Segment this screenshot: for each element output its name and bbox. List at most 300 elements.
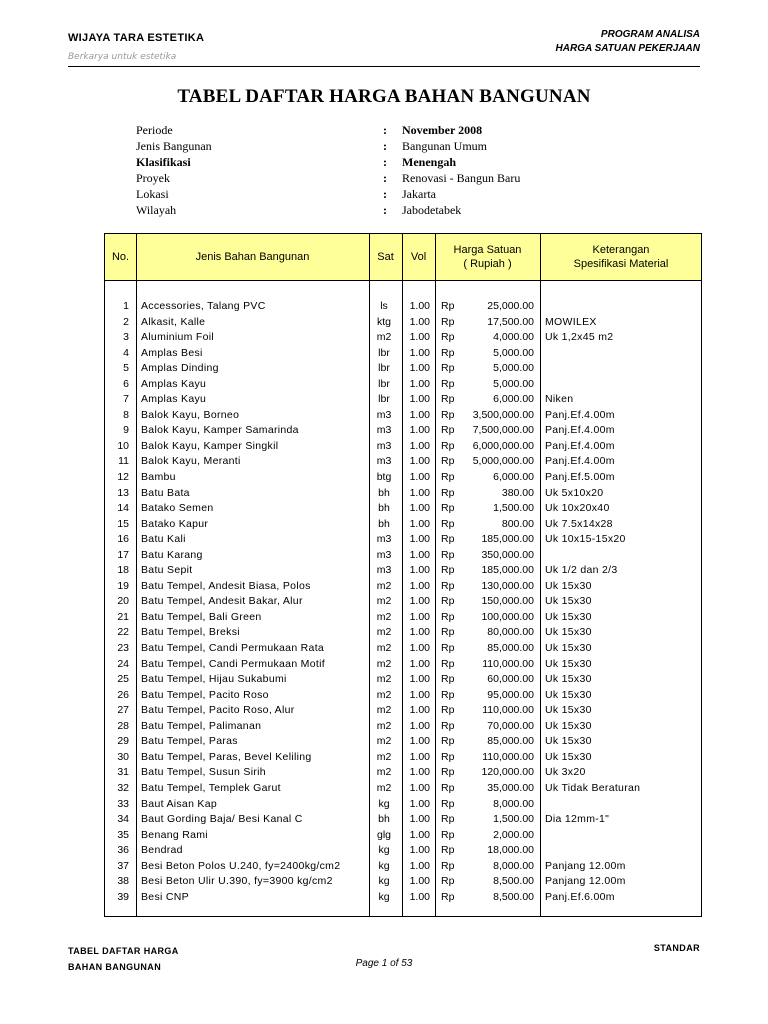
unit-cell: m2 [376,766,392,779]
column-header-price [435,234,540,280]
volume-cell: 1.00 [409,486,430,499]
table-row [105,470,701,486]
header-divider [68,66,700,67]
unit-price-cell: 5,000.00 [493,377,534,390]
unit-price-cell: 100,000.00 [481,610,534,623]
currency-cell: Rp [441,331,455,344]
volume-cell: 1.00 [409,517,430,530]
row-number-cell: 5 [123,362,129,375]
row-number-cell: 26 [117,688,129,701]
material-spec-cell: Uk 15x30 [545,750,592,763]
currency-cell: Rp [441,471,455,484]
volume-cell: 1.00 [409,393,430,406]
material-name-cell: Amplas Kayu [141,393,207,406]
material-name-cell: Batu Tempel, Palimanan [141,719,262,732]
unit-cell: kg [378,875,390,888]
material-name-cell: Batu Tempel, Pacito Roso, Alur [141,704,295,717]
currency-cell: Rp [441,315,455,328]
unit-price-cell: 8,500.00 [493,875,534,888]
unit-price-cell: 110,000.00 [482,704,534,717]
currency-cell: Rp [441,300,455,312]
unit-cell: lbr [378,346,390,359]
row-number-cell: 6 [123,377,129,390]
volume-cell: 1.00 [409,548,430,561]
column-header-notes-line1: Keterangan [592,244,650,256]
unit-cell: bh [378,486,390,499]
info-value: Jakarta [402,187,436,201]
table-row [105,299,701,315]
info-label: Periode [136,123,173,137]
material-spec-cell: Niken [545,393,574,406]
row-number-cell: 8 [123,408,129,421]
table-row [105,548,701,564]
unit-cell: ktg [376,315,391,328]
table-row [105,657,701,673]
row-number-cell: 35 [117,828,129,841]
row-number-cell: 39 [117,890,129,903]
currency-cell: Rp [441,735,455,748]
volume-cell: 1.00 [409,828,430,841]
material-name-cell: Balok Kayu, Meranti [141,455,241,468]
volume-cell: 1.00 [409,673,430,686]
volume-cell: 1.00 [409,813,430,826]
table-row [105,797,701,813]
currency-cell: Rp [441,626,455,639]
material-name-cell: Alkasit, Kalle [141,315,206,328]
info-label: Klasifikasi [136,155,191,169]
volume-cell: 1.00 [409,610,430,623]
unit-price-cell: 380.00 [501,486,534,499]
unit-price-cell: 8,500.00 [493,890,534,903]
unit-cell: m3 [376,533,392,546]
table-row [105,408,701,424]
material-spec-cell: Uk Tidak Beraturan [545,781,641,794]
currency-cell: Rp [441,502,455,515]
currency-cell: Rp [441,813,455,826]
volume-cell: 1.00 [409,781,430,794]
unit-price-cell: 85,000.00 [487,642,534,655]
unit-price-cell: 25,000.00 [487,300,534,312]
unit-price-cell: 800.00 [501,517,534,530]
currency-cell: Rp [441,517,455,530]
currency-cell: Rp [441,533,455,546]
column-header-no: No. [111,251,130,263]
material-name-cell: Batu Tempel, Templek Garut [141,781,281,794]
material-spec-cell: Panjang 12.00m [545,859,626,872]
info-label: Lokasi [136,187,169,201]
footer-standard-label: STANDAR [653,943,700,953]
unit-price-cell: 1,500.00 [493,813,534,826]
volume-cell: 1.00 [409,750,430,763]
unit-cell: m3 [376,408,392,421]
row-number-cell: 29 [117,735,129,748]
currency-cell: Rp [441,424,455,437]
currency-cell: Rp [441,642,455,655]
unit-cell: m2 [376,688,392,701]
volume-cell: 1.00 [409,533,430,546]
price-table [104,233,702,917]
unit-price-cell: 60,000.00 [487,673,534,686]
material-name-cell: Amplas Kayu [141,377,207,390]
document-title: TABEL DAFTAR HARGA BAHAN BANGUNAN [177,86,591,107]
material-spec-cell: Uk 15x30 [545,610,592,623]
table-row [105,672,701,688]
material-name-cell: Baut Aisan Kap [141,797,218,810]
table-row [105,765,701,781]
row-number-cell: 20 [117,595,129,608]
volume-cell: 1.00 [409,300,430,312]
unit-cell: m2 [376,657,392,670]
unit-cell: m2 [376,626,392,639]
material-name-cell: Baut Gording Baja/ Besi Kanal C [141,813,303,826]
info-separator: : [383,171,387,185]
table-row [105,719,701,735]
unit-cell: bh [378,502,390,515]
table-row [105,346,701,362]
info-row [136,138,636,154]
material-name-cell: Batu Sepit [141,564,193,577]
material-spec-cell: Uk 1/2 dan 2/3 [545,564,618,577]
table-row [105,579,701,595]
material-spec-cell: Panjang 12.00m [545,875,626,888]
unit-price-cell: 2,000.00 [493,828,534,841]
info-label: Proyek [136,171,170,185]
material-spec-cell: Uk 7.5x14x28 [545,517,613,530]
table-body [105,299,701,905]
unit-price-cell: 70,000.00 [487,719,534,732]
table-row [105,454,701,470]
unit-price-cell: 3,500,000.00 [472,408,534,421]
unit-price-cell: 130,000.00 [481,579,534,592]
volume-cell: 1.00 [409,315,430,328]
table-row [105,315,701,331]
currency-cell: Rp [441,797,455,810]
unit-cell: m2 [376,595,392,608]
row-number-cell: 33 [117,797,129,810]
table-row [105,641,701,657]
currency-cell: Rp [441,486,455,499]
material-spec-cell: Uk 15x30 [545,704,592,717]
material-name-cell: Batu Bata [141,486,190,499]
page-number: Page 1 of 53 [355,958,413,969]
material-spec-cell: Uk 1,2x45 m2 [545,331,614,344]
table-row [105,703,701,719]
row-number-cell: 10 [117,439,129,452]
row-number-cell: 24 [117,657,129,670]
material-name-cell: Batu Tempel, Andesit Bakar, Alur [141,595,303,608]
material-name-cell: Batu Tempel, Susun Sirih [141,766,266,779]
currency-cell: Rp [441,362,455,375]
material-name-cell: Accessories, Talang PVC [141,300,266,312]
table-row [105,859,701,875]
material-name-cell: Aluminium Foil [141,331,215,344]
currency-cell: Rp [441,346,455,359]
material-name-cell: Bendrad [141,844,183,857]
volume-cell: 1.00 [409,595,430,608]
info-value: Menengah [402,155,456,169]
material-name-cell: Besi CNP [141,890,189,903]
volume-cell: 1.00 [409,408,430,421]
row-number-cell: 3 [123,331,129,344]
row-number-cell: 28 [117,719,129,732]
unit-price-cell: 150,000.00 [481,595,534,608]
currency-cell: Rp [441,579,455,592]
material-spec-cell: Uk 15x30 [545,626,592,639]
table-row [105,439,701,455]
column-header-price-line1: Harga Satuan [453,244,522,256]
unit-price-cell: 6,000.00 [493,393,534,406]
unit-cell: m2 [376,781,392,794]
material-name-cell: Besi Beton Ulir U.390, fy=3900 kg/cm2 [141,875,333,888]
material-name-cell: Batu Karang [141,548,203,561]
column-header-material: Jenis Bahan Bangunan [195,251,310,263]
volume-cell: 1.00 [409,377,430,390]
volume-cell: 1.00 [409,844,430,857]
row-number-cell: 4 [123,346,129,359]
unit-price-cell: 5,000.00 [493,362,534,375]
currency-cell: Rp [441,781,455,794]
material-spec-cell: Uk 3x20 [545,766,586,779]
volume-cell: 1.00 [409,688,430,701]
info-label: Jenis Bangunan [136,139,212,153]
currency-cell: Rp [441,673,455,686]
unit-cell: m3 [376,424,392,437]
material-name-cell: Batako Semen [141,502,214,515]
row-number-cell: 16 [117,533,129,546]
volume-cell: 1.00 [409,455,430,468]
material-spec-cell: Uk 15x30 [545,642,592,655]
volume-cell: 1.00 [409,626,430,639]
unit-cell: m3 [376,564,392,577]
unit-cell: m2 [376,642,392,655]
unit-price-cell: 95,000.00 [487,688,534,701]
material-name-cell: Batu Tempel, Paras [141,735,238,748]
unit-cell: kg [378,890,390,903]
row-number-cell: 7 [123,393,129,406]
unit-price-cell: 185,000.00 [481,533,534,546]
volume-cell: 1.00 [409,424,430,437]
unit-cell: kg [378,797,390,810]
currency-cell: Rp [441,859,455,872]
currency-cell: Rp [441,564,455,577]
currency-cell: Rp [441,828,455,841]
volume-cell: 1.00 [409,735,430,748]
unit-cell: ls [380,300,388,312]
material-spec-cell: Uk 5x10x20 [545,486,604,499]
unit-price-cell: 5,000,000.00 [472,455,534,468]
volume-cell: 1.00 [409,564,430,577]
row-number-cell: 14 [117,502,129,515]
unit-cell: glg [376,828,391,841]
material-name-cell: Balok Kayu, Kamper Samarinda [141,424,299,437]
table-row [105,781,701,797]
currency-cell: Rp [441,548,455,561]
row-number-cell: 11 [118,455,129,468]
table-row [105,734,701,750]
volume-cell: 1.00 [409,346,430,359]
currency-cell: Rp [441,844,455,857]
currency-cell: Rp [441,377,455,390]
row-number-cell: 1 [123,300,129,312]
material-name-cell: Amplas Dinding [141,362,219,375]
unit-price-cell: 110,000.00 [482,657,534,670]
currency-cell: Rp [441,610,455,623]
row-number-cell: 21 [117,610,129,623]
currency-cell: Rp [441,688,455,701]
row-number-cell: 13 [117,486,129,499]
row-number-cell: 18 [117,564,129,577]
material-spec-cell: Panj.Ef.4.00m [545,439,615,452]
row-number-cell: 22 [117,626,129,639]
currency-cell: Rp [441,595,455,608]
table-row [105,501,701,517]
material-name-cell: Batu Tempel, Paras, Bevel Keliling [141,750,312,763]
unit-cell: lbr [378,393,390,406]
volume-cell: 1.00 [409,642,430,655]
unit-price-cell: 18,000.00 [487,844,534,857]
table-row [105,688,701,704]
column-header-volume: Vol [410,251,427,263]
unit-price-cell: 185,000.00 [481,564,534,577]
unit-cell: m2 [376,673,392,686]
row-number-cell: 32 [117,781,129,794]
volume-cell: 1.00 [409,719,430,732]
material-name-cell: Besi Beton Polos U.240, fy=2400kg/cm2 [141,859,341,872]
material-spec-cell: Uk 15x30 [545,688,592,701]
unit-cell: m3 [376,439,392,452]
currency-cell: Rp [441,455,455,468]
table-row [105,486,701,502]
unit-price-cell: 8,000.00 [493,797,534,810]
currency-cell: Rp [441,439,455,452]
table-row [105,828,701,844]
volume-cell: 1.00 [409,797,430,810]
unit-price-cell: 7,500,000.00 [472,424,534,437]
material-name-cell: Batu Tempel, Andesit Biasa, Polos [141,579,311,592]
info-value: Bangunan Umum [402,139,487,153]
material-spec-cell: Uk 10x20x40 [545,502,610,515]
table-row [105,330,701,346]
material-name-cell: Batu Tempel, Hijau Sukabumi [141,673,287,686]
unit-cell: m2 [376,719,392,732]
unit-price-cell: 5,000.00 [493,346,534,359]
table-row [105,843,701,859]
info-row [136,154,636,170]
table-row [105,423,701,439]
column-header-notes [540,234,702,280]
material-name-cell: Batu Tempel, Candi Permukaan Motif [141,657,325,670]
unit-cell: m2 [376,704,392,717]
unit-price-cell: 6,000,000.00 [472,439,534,452]
material-spec-cell: Uk 15x30 [545,735,592,748]
volume-cell: 1.00 [409,890,430,903]
material-name-cell: Balok Kayu, Borneo [141,408,240,421]
volume-cell: 1.00 [409,471,430,484]
footer-line-1: TABEL DAFTAR HARGA [68,946,179,956]
info-label: Wilayah [136,203,177,217]
row-number-cell: 17 [117,548,129,561]
unit-price-cell: 1,500.00 [493,502,534,515]
material-name-cell: Benang Rami [141,828,208,841]
program-line-1: PROGRAM ANALISA [600,29,700,40]
table-row [105,377,701,393]
unit-cell: m2 [376,610,392,623]
material-name-cell: Batu Tempel, Candi Permukaan Rata [141,642,325,655]
row-number-cell: 37 [117,859,129,872]
info-separator: : [383,139,387,153]
material-spec-cell: Dia 12mm-1" [545,813,610,826]
row-number-cell: 2 [123,315,129,328]
unit-cell: m3 [376,455,392,468]
volume-cell: 1.00 [409,362,430,375]
table-row [105,812,701,828]
currency-cell: Rp [441,393,455,406]
material-name-cell: Batu Tempel, Breksi [141,626,240,639]
material-spec-cell: MOWILEX [545,315,597,328]
table-row [105,625,701,641]
material-name-cell: Batu Tempel, Pacito Roso [141,688,269,701]
row-number-cell: 19 [117,579,129,592]
unit-cell: kg [378,859,390,872]
material-spec-cell: Uk 15x30 [545,719,592,732]
material-name-cell: Batako Kapur [141,517,209,530]
material-spec-cell: Panj.Ef.6.00m [545,890,615,903]
material-name-cell: Bambu [141,471,176,484]
unit-cell: m2 [376,735,392,748]
row-number-cell: 31 [117,766,129,779]
row-number-cell: 23 [117,642,129,655]
material-spec-cell: Uk 15x30 [545,657,592,670]
table-row [105,610,701,626]
table-row [105,532,701,548]
unit-cell: bh [378,517,390,530]
unit-price-cell: 8,000.00 [493,859,534,872]
currency-cell: Rp [441,875,455,888]
currency-cell: Rp [441,704,455,717]
program-title [556,28,700,56]
currency-cell: Rp [441,719,455,732]
material-spec-cell: Panj.Ef.4.00m [545,424,615,437]
material-spec-cell: Uk 15x30 [545,579,592,592]
table-row [105,563,701,579]
info-separator: : [383,155,387,169]
row-number-cell: 9 [123,424,129,437]
table-row [105,890,701,906]
info-separator: : [383,203,387,217]
currency-cell: Rp [441,766,455,779]
unit-cell: bh [378,813,390,826]
material-spec-cell: Uk 15x30 [545,673,592,686]
table-row [105,517,701,533]
unit-cell: lbr [378,377,390,390]
unit-price-cell: 4,000.00 [493,331,534,344]
unit-price-cell: 350,000.00 [481,548,534,561]
volume-cell: 1.00 [409,657,430,670]
unit-cell: m3 [376,548,392,561]
row-number-cell: 12 [117,471,129,484]
volume-cell: 1.00 [409,579,430,592]
currency-cell: Rp [441,890,455,903]
unit-price-cell: 17,500.00 [487,315,534,328]
column-header-unit: Sat [377,251,394,263]
currency-cell: Rp [441,657,455,670]
unit-cell: m2 [376,579,392,592]
row-number-cell: 38 [117,875,129,888]
unit-price-cell: 120,000.00 [481,766,534,779]
currency-cell: Rp [441,750,455,763]
info-value: November 2008 [402,123,483,137]
volume-cell: 1.00 [409,439,430,452]
